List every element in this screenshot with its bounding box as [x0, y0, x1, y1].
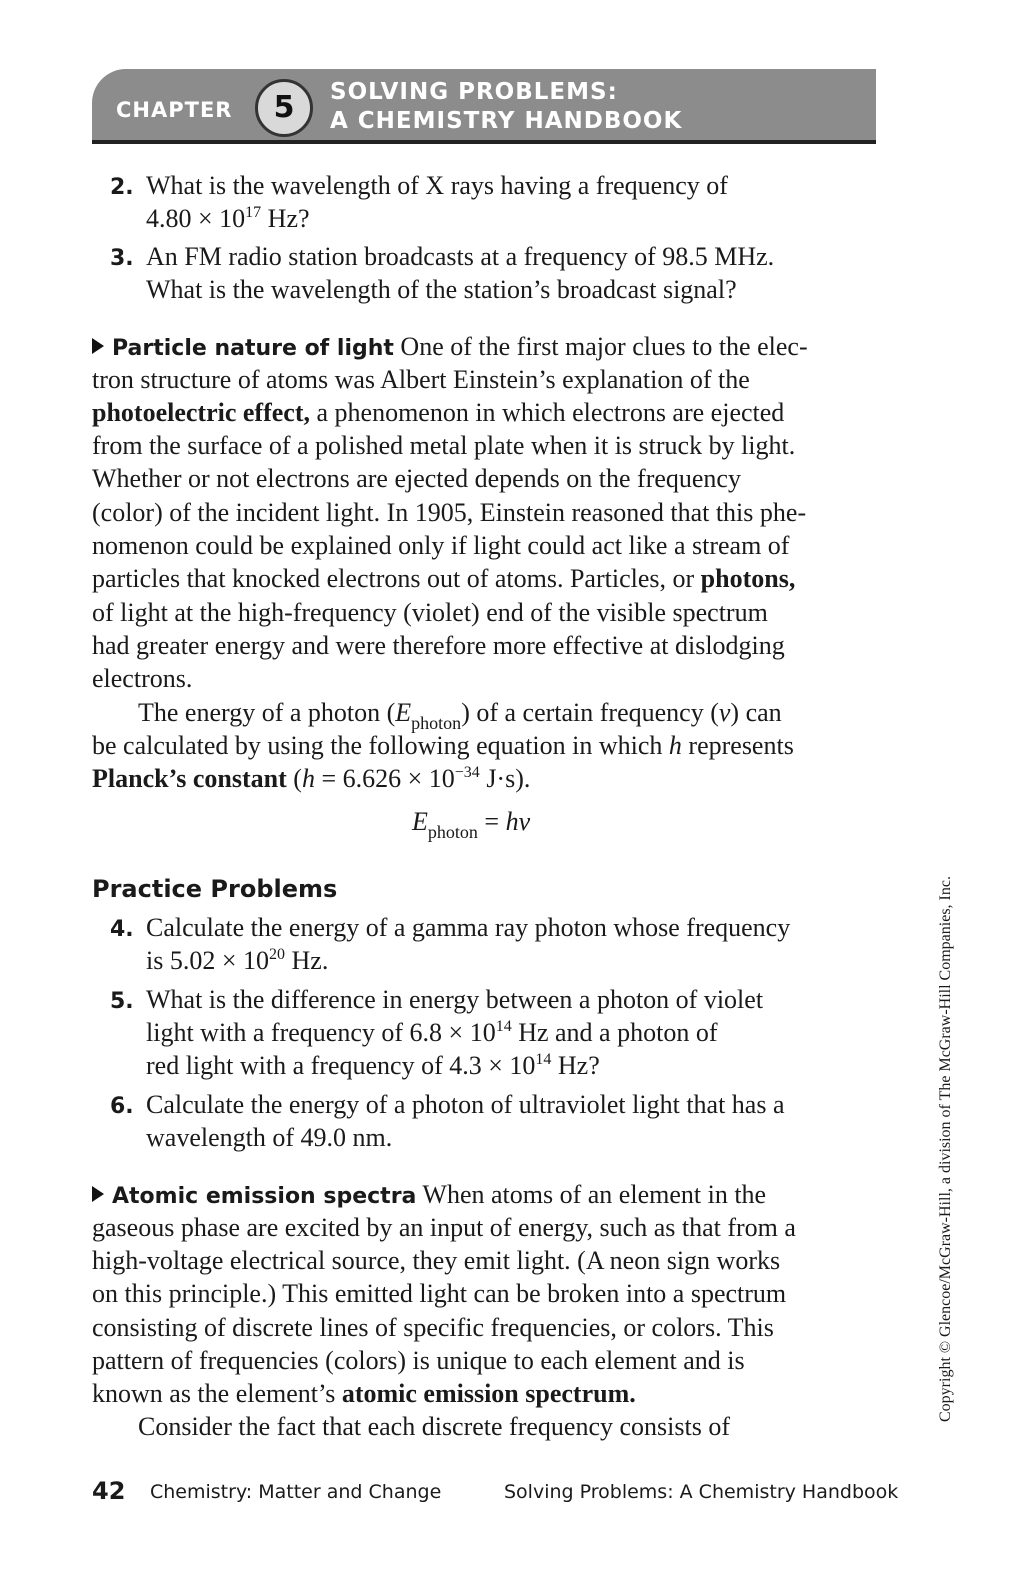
paragraph-line: known as the element’s atomic emission spectrum. — [92, 1379, 636, 1408]
paragraph-line: high-voltage electrical source, they emit light. (A neon sign works — [92, 1246, 781, 1275]
paragraph-line: pattern of frequencies (colors) is unique to each element and is — [92, 1346, 745, 1375]
footer-handbook-title: Solving Problems: A Chemistry Handbook — [504, 1481, 899, 1503]
section-heading-particle: Particle nature of light — [112, 336, 394, 361]
footer-book-title: Chemistry: Matter and Change — [150, 1481, 442, 1503]
paragraph-line: Atomic emission spectra When atoms of an element in the — [92, 1178, 766, 1213]
triangle-bullet-icon — [92, 338, 104, 354]
practice-problems-heading: Practice Problems — [92, 875, 338, 903]
problem-text: wavelength of 49.0 nm. — [146, 1123, 393, 1152]
paragraph-line: The energy of a photon $(E_{photon})$ of a certain frequency (ν) can — [138, 698, 782, 733]
paragraph-line: Particle nature of light One of the first major clues to the elec- — [92, 330, 808, 365]
paragraph-line: be calculated by using the following equation in which h represents — [92, 731, 794, 760]
paragraph-line: electrons. — [92, 664, 193, 693]
problem-text: What is the difference in energy between a photon of violet — [146, 985, 764, 1014]
chapter-number: 5 — [273, 90, 295, 125]
problem-text: Calculate the energy of a gamma ray photon whose frequency — [146, 913, 791, 942]
paragraph-line: of light at the high-frequency (violet) end of the visible spectrum — [92, 598, 768, 627]
paragraph-line: gaseous phase are excited by an input of energy, such as that from a — [92, 1213, 796, 1242]
paragraph-line: particles that knocked electrons out of atoms. Particles, or photons, — [92, 564, 796, 593]
triangle-bullet-icon — [92, 1186, 104, 1202]
problem-number: 5. — [110, 989, 134, 1014]
paragraph-line: had greater energy and were therefore more effective at dislodging — [92, 631, 785, 660]
paragraph-line: Planck’s constant ($h = 6.626 \times 10^{-34}$ J·s). — [92, 764, 531, 793]
page-number: 42 — [92, 1477, 126, 1505]
paragraph-line: Whether or not electrons are ejected depends on the frequency — [92, 464, 741, 493]
problem-text: What is the wavelength of X rays having a frequency of — [146, 171, 728, 200]
problem-text: red light with a frequency of $4.3 \times 10^{14}$ Hz? — [146, 1051, 600, 1080]
problem-number: 2. — [110, 175, 134, 200]
paragraph-line: photoelectric effect, a phenomenon in which electrons are ejected — [92, 398, 785, 427]
paragraph-line: on this principle.) This emitted light can be broken into a spectrum — [92, 1279, 787, 1308]
paragraph-line: Consider the fact that each discrete frequency consists of — [138, 1412, 730, 1441]
banner-rule — [92, 140, 876, 144]
paragraph-line: tron structure of atoms was Albert Einstein’s explanation of the — [92, 365, 750, 394]
chapter-banner — [92, 69, 876, 141]
term-atomic-emission-spectrum: atomic emission spectrum. — [341, 1379, 636, 1408]
paragraph-line: from the surface of a polished metal plate when it is struck by light. — [92, 431, 796, 460]
photon-energy-equation: $E_{photon} = h\nu$ — [412, 807, 531, 842]
term-photons: photons, — [700, 564, 796, 593]
problem-number: 3. — [110, 246, 134, 271]
problem-text: is $5.02 \times 10^{20}$ Hz. — [146, 946, 329, 975]
problem-number: 6. — [110, 1094, 134, 1119]
copyright-notice: Copyright © Glencoe/McGraw-Hill, a division of The McGraw-Hill Companies, Inc. — [937, 876, 954, 1422]
problem-text: $4.80 \times 10^{17}$ Hz? — [146, 204, 310, 233]
problem-text: light with a frequency of $6.8 \times 10^{14}$ Hz and a photon of — [146, 1018, 718, 1047]
chapter-number-badge — [255, 79, 313, 137]
term-photoelectric-effect: photoelectric effect, — [92, 398, 310, 427]
problem-text: What is the wavelength of the station’s broadcast signal? — [146, 275, 737, 304]
term-plancks-constant: Planck’s constant — [92, 764, 287, 793]
problem-number: 4. — [110, 917, 134, 942]
paragraph-line: nomenon could be explained only if light could act like a stream of — [92, 531, 790, 560]
chapter-title-line1: SOLVING PROBLEMS: — [330, 79, 618, 105]
paragraph-line: (color) of the incident light. In 1905, Einstein reasoned that this phe- — [92, 498, 807, 527]
problem-text: Calculate the energy of a photon of ultraviolet light that has a — [146, 1090, 785, 1119]
section-heading-emission: Atomic emission spectra — [112, 1184, 417, 1209]
chapter-title-line2: A CHEMISTRY HANDBOOK — [330, 108, 683, 134]
chapter-label: CHAPTER — [116, 98, 233, 122]
problem-text: An FM radio station broadcasts at a frequency of 98.5 MHz. — [146, 242, 775, 271]
paragraph-line: consisting of discrete lines of specific frequencies, or colors. This — [92, 1313, 774, 1342]
